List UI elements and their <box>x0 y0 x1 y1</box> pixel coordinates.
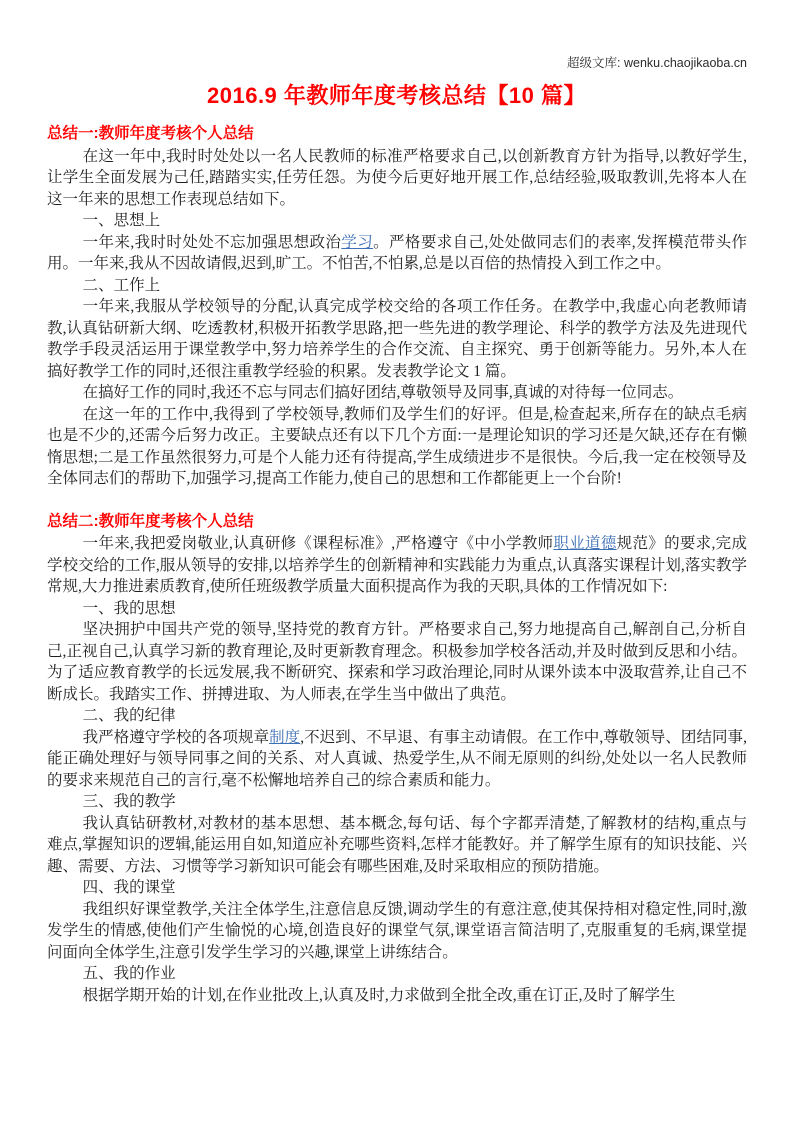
paragraph: 在这一年的工作中,我得到了学校领导,教师们及学生们的好评。但是,检查起来,所存在的缺点毛病也是不少的,还需今后努力改正。主要缺点还有以下几个方面:一是理论知识的学习还是欠缺,还存在有懒惰思想;二是工作虽然很努力,可是个人能力还有待提高,学生成绩进步不是很快。今后,我一定在校领导及全体同志们的帮助下,加强学习,提高工作能力,使自己的思想和工作都能更上一个台阶! <box>47 405 747 487</box>
section-2 <box>47 511 747 1007</box>
section-heading: 总结二:教师年度考核个人总结 <box>47 512 254 530</box>
section-1 <box>47 123 747 490</box>
paragraph: 我组织好课堂教学,关注全体学生,注意信息反馈,调动学生的有意注意,使其保持相对稳定性,同时,激发学生的情感,使他们产生愉悦的心境,创造良好的课堂气氛,课堂语言简洁明了,克服重复的毛病,课堂提问面向全体学生,注意引发学生学习的兴趣,课堂上讲练结合。 <box>47 900 747 961</box>
paragraph: 在这一年中,我时时处处以一名人民教师的标准严格要求自己,以创新教育方针为指导,以教好学生,让学生全面发展为己任,踏踏实实,任劳任怨。为使今后更好地开展工作,总结经验,吸取教训,先将本人在这一年来的思想工作表现总结如下。 <box>47 147 747 208</box>
paragraph: 我认真钻研教材,对教材的基本思想、基本概念,每句话、每个字都弄清楚,了解教材的结构,重点与难点,掌握知识的逻辑,能运用自如,知道应补充哪些资料,怎样才能教好。并了解学生原有的知识技能、兴趣、需要、方法、习惯等学习新知识可能会有哪些困难,及时采取相应的预防措施。 <box>47 814 747 875</box>
paragraph: 根据学期开始的计划,在作业批改上,认真及时,力求做到全批全改,重在订正,及时了解学生 <box>82 986 676 1004</box>
paragraph: 一、我的思想 <box>82 599 176 617</box>
paragraph: 一、思想上 <box>82 212 161 229</box>
watermark-site-label: 超级文库: wenku.chaojikaoba.cn <box>567 56 747 70</box>
document-title: 2016.9 年教师年度考核总结【10 篇】 <box>207 83 586 108</box>
hyperlink[interactable]: 学习 <box>341 233 374 251</box>
paragraph: 一年来,我时时处处不忘加强思想政治学习。严格要求自己,处处做同志们的表率,发挥模范带头作用。一年来,我从不因故请假,迟到,旷工。不怕苦,不怕累,总是以百倍的热情投入到工作之中。 <box>47 233 747 272</box>
hyperlink[interactable]: 制度 <box>269 728 301 746</box>
paragraph: 五、我的作业 <box>82 965 176 982</box>
paragraph: 二、我的纪律 <box>82 707 176 724</box>
paragraph: 在搞好工作的同时,我还不忘与同志们搞好团结,尊敬领导及同事,真诚的对待每一位同志。 <box>82 384 684 401</box>
paragraph: 四、我的课堂 <box>82 879 176 896</box>
document-content <box>0 110 793 1006</box>
hyperlink[interactable]: 职业道德 <box>553 535 617 552</box>
paragraph: 二、工作上 <box>82 276 161 294</box>
paragraph: 三、我的教学 <box>82 793 176 810</box>
paragraph: 一年来,我服从学校领导的分配,认真完成学校交给的各项工作任务。在教学中,我虚心向老教师请教,认真钻研新大纲、吃透教材,积极开拓教学思路,把一些先进的教学理论、科学的教学方法及先进现代教学手段灵活运用于课堂教学中,努力培养学生的合作交流、自主探究、勇于创新等能力。另外,本人在搞好教学工作的同时,还很注重教学经验的积累。发表教学论文 1 篇。 <box>47 298 747 380</box>
paragraph: 坚决拥护中国共产党的领导,坚持党的教育方针。严格要求自己,努力地提高自己,解剖自己,分析自己,正视自己,认真学习新的教育理论,及时更新教育理念。积极参加学校各活动,并及时做到反思和小结。为了适应教育教学的长远发展,我不断研究、探索和学习政治理论,同时从课外读本中汲取营养,让自己不断成长。我踏实工作、拼搏进取、为人师表,在学生当中做出了典范。 <box>47 621 747 703</box>
section-heading: 总结一:教师年度考核个人总结 <box>47 125 254 142</box>
paragraph: 一年来,我把爱岗敬业,认真研修《课程标准》,严格遵守《中小学教师职业道德规范》的要求,完成学校交给的工作,服从领导的安排,以培养学生的创新精神和实践能力为重点,认真落实课程计划,落实教学常规,大力推进素质教育,使所任班级教学质量大面积提高作为我的天职,具体的工作情况如下: <box>47 535 747 595</box>
paragraph: 我严格遵守学校的各项规章制度,不迟到、不早退、有事主动请假。在工作中,尊敬领导、团结同事,能正确处理好与领导同事之间的关系、对人真诚、热爱学生,从不闹无原则的纠纷,处处以一名人民教师的要求来规范自己的言行,毫不松懈地培养自己的综合素质和能力。 <box>47 728 747 789</box>
